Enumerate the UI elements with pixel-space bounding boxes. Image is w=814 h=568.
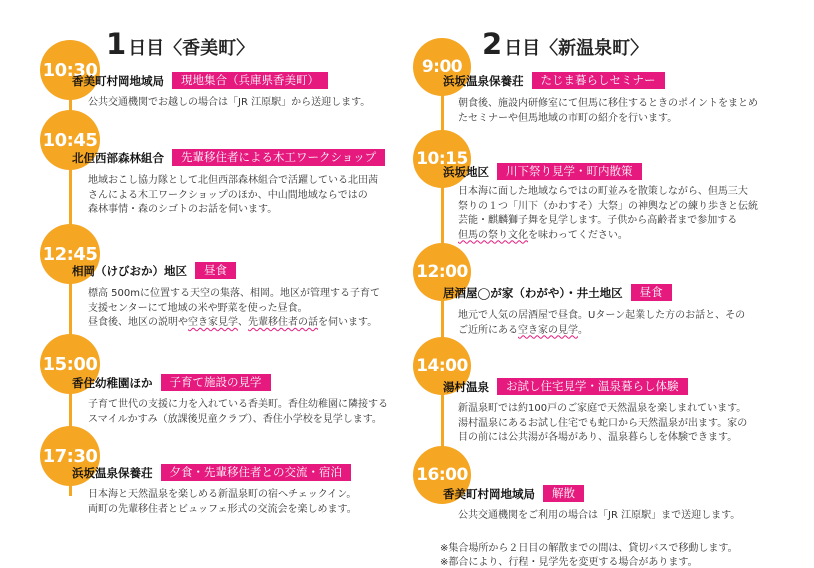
desc-text: ご近所にある: [458, 324, 518, 336]
desc-line: 地元で人気の居酒屋で昼食。Uターン起業した方のお話と、その: [458, 310, 746, 321]
day1-label: 日目〈香美町〉: [128, 38, 255, 59]
stop-tag: 昼食: [195, 262, 236, 279]
desc-line: 公共交通機関をご利用の場合は「JR 江原駅」まで送迎します。: [458, 510, 741, 521]
stop-description: [458, 185, 758, 243]
stop-place: 浜坂温泉保養荘: [443, 73, 524, 88]
stop-tag: 子育て施設の見学: [161, 374, 271, 391]
day2-number: 2: [482, 27, 503, 61]
day1-number: 1: [106, 27, 127, 61]
stop-description: [88, 287, 380, 331]
stop-tag: 解散: [543, 485, 584, 502]
stop-header: [443, 163, 642, 180]
stop-header: [72, 149, 385, 166]
time-badge: 14:00: [413, 337, 471, 395]
stop-tag: 現地集合（兵庫県香美町）: [172, 72, 328, 89]
stop-tag: 川下祭り見学・町内散策: [497, 163, 642, 180]
footnote: ※集合場所から２日目の解散までの間は、貸切バスで移動します。: [440, 543, 738, 554]
stop-place: 居酒屋◯が家（わがや）・井土地区: [443, 285, 623, 300]
time-badge: 16:00: [413, 446, 471, 504]
stop-header: [443, 284, 672, 301]
time-badge: 15:00: [40, 334, 100, 394]
stop-place: 北但西部森林組合: [72, 150, 164, 165]
desc-line: 両町の先輩移住者とビュッフェ形式の交流会を楽しめます。: [88, 503, 357, 515]
desc-underlined: 先輩移住者の話: [248, 317, 318, 328]
time-badge: 12:45: [40, 224, 100, 284]
desc-underlined: 空き家見学: [188, 317, 238, 328]
stop-place: 浜坂地区: [443, 164, 489, 179]
stop-description: [458, 97, 758, 126]
stop-description: [458, 402, 747, 446]
desc-line: 日本海に面した地域ならではの町並みを散策しながら、但馬三大: [458, 186, 748, 197]
desc-text: 。: [578, 324, 588, 336]
desc-line: さんによる木工ワークショップのほか、中山間地域ならではの: [88, 189, 368, 201]
desc-line: 支援センターにて地域の米や野菜を使った昼食。: [88, 302, 308, 314]
stop-description: [88, 398, 388, 427]
time-badge: 10:30: [40, 40, 100, 100]
desc-text: を味わってください。: [528, 229, 628, 241]
time-badge: 17:30: [40, 426, 100, 486]
stop-place: 相岡（けびおか）地区: [72, 263, 187, 278]
time-badge: 12:00: [413, 243, 471, 301]
desc-text: 昼食後、地区の説明や: [88, 317, 188, 328]
stop-place: 湯村温泉: [443, 379, 489, 394]
stop-tag: 昼食: [631, 284, 672, 301]
stop-description: [88, 96, 370, 111]
desc-line: 湯村温泉にあるお試し住宅でも蛇口から天然温泉が出ます。家の: [458, 417, 748, 429]
desc-text: を伺います。: [318, 317, 378, 328]
desc-line: 標高 500mに位置する天空の集落、相岡。地区が管理する子育て: [88, 288, 381, 299]
stop-tag: 先輩移住者による木工ワークショップ: [172, 149, 385, 166]
stop-place: 浜坂温泉保養荘: [72, 465, 153, 480]
stop-header: [72, 374, 271, 391]
stop-header: [72, 262, 236, 279]
desc-line: たセミナーや但馬地域の市町の紹介を行います。: [458, 112, 678, 124]
stop-tag: たじま暮らしセミナー: [532, 72, 665, 89]
desc-line: 子育て世代の支援に力を入れている香美町。香住幼稚園に隣接する: [88, 399, 388, 410]
time-badge: 9:00: [413, 38, 471, 96]
desc-line: 公共交通機関でお越しの場合は「JR 江原駅」から送迎します。: [88, 97, 371, 108]
stop-place: 香住幼稚園ほか: [72, 375, 153, 390]
day2-label: 日目〈新温泉町〉: [504, 38, 649, 59]
stop-description: [88, 174, 378, 218]
desc-line: 芸能・麒麟獅子舞を見学します。子供から高齢者まで参加する: [458, 215, 738, 226]
stop-header: [443, 485, 584, 502]
desc-underlined: 但馬の祭り文化: [458, 229, 528, 241]
day1-title: [106, 27, 255, 61]
stop-header: [72, 464, 351, 481]
day2-title: [482, 27, 649, 61]
stop-header: [443, 72, 665, 89]
stop-header: [443, 378, 688, 395]
desc-line: [458, 324, 745, 339]
stop-tag: 夕食・先輩移住者との交流・宿泊: [161, 464, 352, 481]
desc-line: 日本海と天然温泉を楽しめる新温泉町の宿へチェックイン。: [88, 489, 357, 500]
stop-description: [88, 488, 357, 517]
desc-underlined: 空き家の見学: [518, 324, 578, 336]
time-badge: 10:15: [413, 130, 471, 188]
stop-description: [458, 309, 745, 338]
desc-line: 祭りの１つ「川下（かわすそ）大祭」の神輿などの練り歩きと伝統: [458, 200, 758, 212]
stop-description: [458, 509, 740, 524]
desc-line: [88, 316, 380, 331]
footnote: ※都合により、行程・見学先を変更する場合があります。: [440, 557, 698, 568]
desc-line: 森林事情・森のシゴトのお話を伺います。: [88, 204, 278, 215]
stop-place: 香美町村岡地域局: [72, 73, 164, 88]
footnotes: [440, 542, 738, 568]
time-badge: 10:45: [40, 110, 100, 170]
desc-line: 目の前には公共湯が各場があり、温泉暮らしを体験できます。: [458, 432, 738, 443]
desc-line: スマイルかすみ（放課後児童クラブ）、香住小学校を見学します。: [88, 413, 382, 425]
desc-line: 地域おこし協力隊として北但西部森林組合で活躍している北田茜: [88, 175, 378, 186]
desc-line: 新温泉町では約100戸のご家庭で天然温泉を楽しまれています。: [458, 403, 747, 414]
desc-line: [458, 229, 758, 244]
desc-text: 、: [238, 317, 248, 328]
stop-header: [72, 72, 328, 89]
stop-tag: お試し住宅見学・温泉暮らし体験: [497, 378, 688, 395]
stop-place: 香美町村岡地域局: [443, 486, 535, 501]
desc-line: 朝食後、施設内研修室にて但馬に移住するときのポイントをまとめ: [458, 98, 758, 109]
